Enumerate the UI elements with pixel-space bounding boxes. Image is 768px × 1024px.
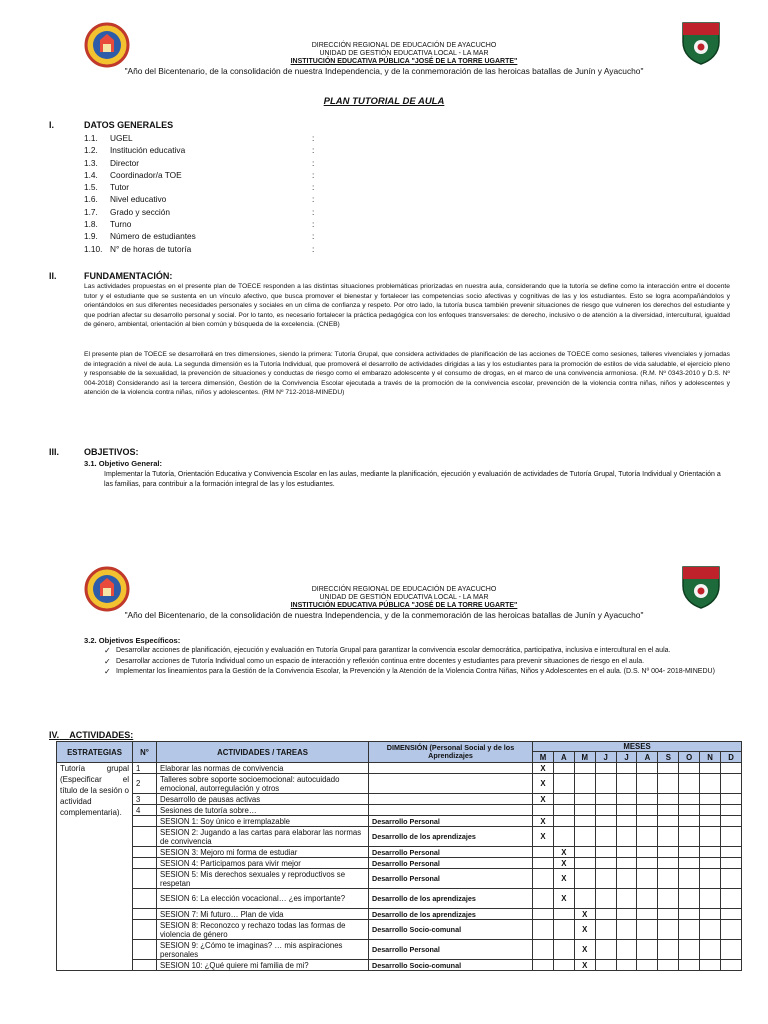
month-cell [533, 940, 554, 960]
month-cell [700, 827, 721, 847]
month-cell [637, 920, 658, 940]
month-cell [616, 827, 637, 847]
month-mark: X [553, 869, 574, 889]
month-mark: X [574, 940, 595, 960]
month-cell [721, 774, 742, 794]
datos-item-number: 1.10. [84, 243, 103, 254]
datos-item-colon: : [312, 157, 315, 168]
datos-item-number: 1.7. [84, 206, 98, 217]
fundamentacion-paragraph-1: Las actividades propuestas en el presente plan de TOECE responden a las distintas situaciones problemáticas priorizadas en nuestra aula, considerando que la tutoría se define como la interacción entre el docente tutor y el estudiante que se sustenta en un vínculo afectivo, que busca promover el bienestar y fortalecer las competencias socio afectivas y cognitivas de las y los estudiantes. Esto se logra acompañándolos y orientándolos en sus diferentes necesidades personales y sociales en un clima de confianza y respeto. Por otro lado, la tutoría busca también prevenir situaciones de riesgo que vulneren los derechos del estudiante y que podrían afectar su desarrollo personal y social. Por lo tanto, es necesario fortalecer la práctica pedagógica con los enfoques transversales: de derecho, inclusivo o de atención a la diversidad, intercultural, igualdad de género, ambiental, orientación al bien común y búsqueda de la excelencia. (CNEB) [84, 283, 730, 328]
month-header: J [616, 752, 637, 763]
table-row [57, 805, 742, 816]
month-cell [658, 816, 679, 827]
month-cell [553, 960, 574, 971]
objetivo-especifico-text: Desarrollar acciones de planificación, ejecución y evaluación en Tutoría Grupal para garantizar la convivencia escolar democrática, participativa, inclusiva e intercultural en el aula. [116, 647, 671, 654]
objetivos-especificos-title: 3.2. Objetivos Específicos: [84, 636, 181, 645]
month-cell [637, 858, 658, 869]
month-cell [679, 889, 700, 909]
actividad-cell: SESION 2: Jugando a las cartas para elaborar las normas de convivencia [157, 827, 369, 847]
datos-item-colon: : [312, 182, 315, 193]
month-cell [700, 889, 721, 909]
month-cell [616, 816, 637, 827]
month-cell [574, 763, 595, 774]
month-mark: X [533, 763, 554, 774]
actividad-cell: Elaborar las normas de convivencia [157, 763, 369, 774]
month-cell [533, 960, 554, 971]
objetivo-general-text: Implementar la Tutoría, Orientación Educativa y Convivencia Escolar en las aulas, mediante la planificación, ejecución y evaluación de actividades de Tutoría Grupal, Tutoría Individual y Orientación a las familias, para contribuir a la formación integral de las y los estudiantes. [104, 471, 721, 488]
datos-item-number: 1.5. [84, 182, 98, 193]
month-header: M [574, 752, 595, 763]
month-cell [595, 909, 616, 920]
month-cell [574, 858, 595, 869]
month-header: N [700, 752, 721, 763]
table-row [57, 940, 742, 960]
dimension-cell [369, 794, 533, 805]
datos-item [84, 230, 344, 242]
month-cell [700, 847, 721, 858]
month-cell [533, 805, 554, 816]
actividad-cell: SESION 6: La elección vocacional… ¿es importante? [157, 889, 369, 909]
month-cell [553, 909, 574, 920]
month-cell [658, 869, 679, 889]
month-cell [533, 909, 554, 920]
datos-item [84, 193, 344, 205]
table-row [57, 827, 742, 847]
datos-item-number: 1.4. [84, 169, 98, 180]
month-cell [637, 816, 658, 827]
month-cell [721, 940, 742, 960]
month-cell [637, 794, 658, 805]
row-number [133, 889, 157, 909]
datos-item [84, 144, 344, 156]
month-header: J [595, 752, 616, 763]
month-cell [637, 827, 658, 847]
datos-item [84, 157, 344, 169]
month-cell [553, 827, 574, 847]
month-mark: X [553, 847, 574, 858]
header-meses: MESES [533, 742, 742, 752]
actividad-cell: Desarrollo de pausas activas [157, 794, 369, 805]
month-cell [700, 794, 721, 805]
plan-title: PLAN TUTORIAL DE AULA [323, 96, 445, 107]
objetivo-especifico-item [104, 646, 728, 656]
objetivo-especifico-item [104, 657, 728, 667]
month-cell [595, 816, 616, 827]
month-cell [679, 794, 700, 805]
month-cell [679, 920, 700, 940]
month-cell [616, 763, 637, 774]
row-number [133, 827, 157, 847]
datos-generales-list [84, 132, 344, 255]
header-motto: "Año del Bicentenario, de la consolidación de nuestra Independencia, y de la conmemoración de las heroicas batallas de Junín y Ayacucho" [124, 66, 644, 76]
header-line-direccion: DIRECCIÓN REGIONAL DE EDUCACIÓN DE AYACUCHO [311, 42, 497, 49]
section-3-number: III. [49, 447, 60, 457]
datos-item-label: Grado y sección [110, 206, 170, 217]
month-cell [721, 960, 742, 971]
datos-item-colon: : [312, 219, 315, 230]
header-institution: INSTITUCIÓN EDUCATIVA PÚBLICA "JOSÉ DE LA TORRE UGARTE" [290, 602, 518, 609]
month-cell [721, 869, 742, 889]
datos-item [84, 169, 344, 181]
header-line-ugel: UNIDAD DE GESTIÓN EDUCATIVA LOCAL - LA MAR [319, 50, 489, 57]
actividad-cell: Sesiones de tutoría sobre… [157, 805, 369, 816]
month-cell [616, 858, 637, 869]
month-cell [700, 940, 721, 960]
actividad-cell: SESION 5: Mis derechos sexuales y reproductivos se respetan [157, 869, 369, 889]
month-cell [700, 805, 721, 816]
section-1-title: DATOS GENERALES [84, 120, 174, 130]
month-cell [574, 774, 595, 794]
month-cell [658, 940, 679, 960]
row-number: 4 [133, 805, 157, 816]
month-cell [533, 869, 554, 889]
month-cell [533, 889, 554, 909]
month-cell [679, 847, 700, 858]
dimension-cell: Desarrollo Personal [369, 816, 533, 827]
page-header [0, 16, 768, 86]
datos-item-label: Institución educativa [110, 145, 186, 156]
table-row [57, 847, 742, 858]
datos-item-label: Tutor [110, 182, 130, 193]
month-cell [595, 889, 616, 909]
month-cell [533, 858, 554, 869]
month-cell [679, 805, 700, 816]
datos-item-colon: : [312, 194, 315, 205]
month-mark: X [533, 827, 554, 847]
month-cell [616, 909, 637, 920]
estrategia-cell: Tutoría grupal (Especificar el título de la sesión o actividad complementaria). [57, 763, 133, 971]
month-cell [533, 847, 554, 858]
month-cell [574, 827, 595, 847]
month-cell [595, 920, 616, 940]
dimension-cell: Desarrollo de los aprendizajes [369, 909, 533, 920]
table-row [57, 960, 742, 971]
month-cell [637, 847, 658, 858]
month-cell [700, 869, 721, 889]
row-number: 3 [133, 794, 157, 805]
month-cell [616, 869, 637, 889]
dimension-cell [369, 805, 533, 816]
month-cell [700, 909, 721, 920]
month-cell [616, 920, 637, 940]
month-header: O [679, 752, 700, 763]
datos-item-number: 1.8. [84, 219, 98, 230]
datos-item-colon: : [312, 133, 315, 143]
month-cell [679, 774, 700, 794]
check-icon: ✓ [104, 656, 111, 666]
actividad-cell: SESION 7: Mi futuro… Plan de vida [157, 909, 369, 920]
objetivo-especifico-item [104, 667, 728, 677]
dimension-cell: Desarrollo Socio-comunal [369, 920, 533, 940]
row-number: 2 [133, 774, 157, 794]
month-mark: X [574, 909, 595, 920]
month-cell [721, 805, 742, 816]
datos-item-label: Nivel educativo [110, 194, 167, 205]
month-mark: X [533, 816, 554, 827]
objetivo-general-title: 3.1. Objetivo General: [84, 459, 163, 468]
month-header: D [721, 752, 742, 763]
section-1-number: I. [49, 120, 55, 130]
month-cell [679, 869, 700, 889]
month-cell [700, 960, 721, 971]
month-cell [595, 960, 616, 971]
month-cell [721, 816, 742, 827]
datos-item-number: 1.9. [84, 231, 98, 242]
table-row [57, 909, 742, 920]
month-cell [616, 774, 637, 794]
datos-item [84, 181, 344, 193]
month-mark: X [574, 960, 595, 971]
section-3-title: OBJETIVOS: [84, 447, 139, 457]
month-cell [700, 763, 721, 774]
datos-item-label: N° de horas de tutoría [110, 243, 192, 254]
header-motto: "Año del Bicentenario, de la consolidación de nuestra Independencia, y de la conmemoración de las heroicas batallas de Junín y Ayacucho" [124, 610, 644, 620]
month-cell [553, 763, 574, 774]
table-row [57, 774, 742, 794]
row-number [133, 869, 157, 889]
month-cell [574, 847, 595, 858]
month-header: A [553, 752, 574, 763]
datos-item-number: 1.2. [84, 145, 98, 156]
actividad-cell: SESION 1: Soy único e irremplazable [157, 816, 369, 827]
month-cell [553, 940, 574, 960]
month-cell [553, 805, 574, 816]
month-cell [616, 889, 637, 909]
datos-item-label: Coordinador/a TOE [110, 169, 182, 180]
header-num: N° [133, 742, 157, 763]
month-cell [721, 889, 742, 909]
month-cell [637, 774, 658, 794]
month-cell [595, 794, 616, 805]
month-cell [721, 763, 742, 774]
datos-item-label: Turno [110, 219, 132, 230]
month-cell [658, 805, 679, 816]
month-cell [658, 889, 679, 909]
row-number [133, 920, 157, 940]
datos-item-colon: : [312, 206, 315, 217]
month-cell [574, 869, 595, 889]
section-4-label: ACTIVIDADES: [69, 730, 134, 740]
month-cell [574, 889, 595, 909]
month-cell [679, 763, 700, 774]
section-2-title: FUNDAMENTACIÓN: [84, 271, 173, 281]
month-cell [721, 920, 742, 940]
month-cell [637, 889, 658, 909]
header-line-direccion: DIRECCIÓN REGIONAL DE EDUCACIÓN DE AYACUCHO [311, 586, 497, 593]
dimension-cell [369, 774, 533, 794]
section-2-number: II. [49, 271, 57, 281]
header-institution: INSTITUCIÓN EDUCATIVA PÚBLICA "JOSÉ DE LA TORRE UGARTE" [290, 58, 518, 65]
month-cell [721, 794, 742, 805]
month-cell [679, 960, 700, 971]
row-number [133, 816, 157, 827]
table-row [57, 889, 742, 909]
month-cell [595, 940, 616, 960]
month-mark: X [533, 794, 554, 805]
dimension-cell: Desarrollo Socio-comunal [369, 960, 533, 971]
actividad-cell: SESION 3: Mejoro mi forma de estudiar [157, 847, 369, 858]
month-cell [595, 827, 616, 847]
month-cell [637, 960, 658, 971]
datos-item-label: Número de estudiantes [110, 231, 196, 242]
actividad-cell: Talleres sobre soporte socioemocional: autocuidado emocional, autorregulación y otros [157, 774, 369, 794]
month-cell [553, 774, 574, 794]
month-cell [595, 763, 616, 774]
dimension-cell: Desarrollo de los aprendizajes [369, 827, 533, 847]
datos-item [84, 218, 344, 230]
actividad-cell: SESION 8: Reconozco y rechazo todas las formas de violencia de género [157, 920, 369, 940]
datos-item-number: 1.1. [84, 133, 98, 143]
dimension-cell: Desarrollo de los aprendizajes [369, 889, 533, 909]
actividades-table [56, 741, 742, 971]
datos-item-label: UGEL [110, 133, 133, 143]
month-cell [700, 816, 721, 827]
month-cell [595, 774, 616, 794]
month-cell [658, 909, 679, 920]
month-cell [658, 763, 679, 774]
page-header-2 [0, 560, 768, 630]
check-icon: ✓ [104, 646, 111, 655]
datos-item-colon: : [312, 145, 315, 156]
objetivos-especificos-list [104, 646, 728, 678]
section-4-title [49, 730, 133, 740]
month-cell [574, 816, 595, 827]
month-mark: X [553, 889, 574, 909]
month-header: M [533, 752, 554, 763]
header-line-ugel: UNIDAD DE GESTIÓN EDUCATIVA LOCAL - LA MAR [319, 594, 489, 601]
datos-item-colon: : [312, 231, 315, 242]
month-cell [679, 827, 700, 847]
month-header: A [637, 752, 658, 763]
table-row [57, 858, 742, 869]
table-row [57, 869, 742, 889]
month-cell [616, 794, 637, 805]
datos-item-label: Director [110, 157, 140, 168]
datos-item [84, 206, 344, 218]
month-cell [595, 805, 616, 816]
row-number [133, 847, 157, 858]
month-cell [658, 847, 679, 858]
dimension-cell: Desarrollo Personal [369, 847, 533, 858]
month-cell [553, 920, 574, 940]
month-cell [658, 858, 679, 869]
month-cell [637, 805, 658, 816]
month-cell [679, 858, 700, 869]
month-cell [595, 869, 616, 889]
row-number [133, 940, 157, 960]
header-actividades: ACTIVIDADES / TAREAS [157, 742, 369, 763]
month-cell [574, 805, 595, 816]
datos-item-number: 1.6. [84, 194, 98, 205]
table-row [57, 763, 742, 774]
month-cell [574, 794, 595, 805]
dimension-cell: Desarrollo Personal [369, 869, 533, 889]
month-mark: X [574, 920, 595, 940]
row-number [133, 858, 157, 869]
actividad-cell: SESION 10: ¿Qué quiere mi familia de mi? [157, 960, 369, 971]
month-cell [721, 847, 742, 858]
month-cell [700, 920, 721, 940]
month-cell [553, 816, 574, 827]
datos-item-colon: : [312, 169, 315, 180]
month-cell [679, 816, 700, 827]
month-cell [616, 960, 637, 971]
dimension-cell: Desarrollo Personal [369, 858, 533, 869]
month-cell [637, 909, 658, 920]
datos-item [84, 243, 344, 255]
actividad-cell: SESION 4: Participamos para vivir mejor [157, 858, 369, 869]
month-cell [553, 794, 574, 805]
header-estrategias: ESTRATEGIAS [57, 742, 133, 763]
month-cell [637, 763, 658, 774]
month-mark: X [553, 858, 574, 869]
row-number [133, 960, 157, 971]
month-cell [721, 909, 742, 920]
month-cell [658, 827, 679, 847]
month-cell [700, 774, 721, 794]
header-dimension: DIMENSIÓN (Personal Social y de los Aprendizajes [369, 742, 533, 763]
month-cell [637, 869, 658, 889]
month-cell [616, 940, 637, 960]
month-cell [658, 794, 679, 805]
objetivo-especifico-text: Implementar los lineamientos para la Gestión de la Convivencia Escolar, la Prevención y la Atención de la Violencia Contra Niñas, Niños y Adolescentes en el aula. (D.S. Nº 004- 2018-MINEDU) [116, 668, 715, 676]
actividad-cell: SESION 9: ¿Cómo te imaginas? … mis aspiraciones personales [157, 940, 369, 960]
month-cell [616, 805, 637, 816]
month-cell [533, 920, 554, 940]
table-row [57, 920, 742, 940]
check-icon: ✓ [104, 667, 111, 677]
month-cell [721, 827, 742, 847]
objetivo-especifico-text: Desarrollar acciones de Tutoría Individual como un espacio de interacción y reflexión continua entre docentes y estudiantes para prevenir situaciones de riesgo en el aula. [116, 657, 645, 665]
month-cell [721, 858, 742, 869]
dimension-cell [369, 763, 533, 774]
month-cell [679, 940, 700, 960]
month-header: S [658, 752, 679, 763]
month-cell [658, 960, 679, 971]
month-cell [700, 858, 721, 869]
month-cell [595, 847, 616, 858]
month-cell [595, 858, 616, 869]
month-cell [679, 909, 700, 920]
dimension-cell: Desarrollo Personal [369, 940, 533, 960]
row-number: 1 [133, 763, 157, 774]
month-cell [637, 940, 658, 960]
table-row [57, 816, 742, 827]
datos-item-number: 1.3. [84, 157, 98, 168]
month-cell [616, 847, 637, 858]
month-cell [658, 920, 679, 940]
fundamentacion-paragraph-2: El presente plan de TOECE se desarrollará en tres dimensiones, siendo la primera: Tutoría Grupal, que considera actividades de planificación de las acciones de TOECE como sesiones, talleres vivenciales y jornadas de integración a nivel de aula. La segunda dimensión es la Tutoría Individual, que promoverá el desarrollo de actividades dirigidas a las y los estudiantes para la promoción de estilos de vida saludable, el ejercicio pleno y responsable de la sexualidad, la prevención de situaciones y conductas de riesgo como el embarazo adolescente y el consumo de drogas, en el marco de una convivencia armoniosa. (R.M. Nº 0343-2010 y D.S. Nº 004-2018) Considerando así la tercera dimensión, Gestión de la Convivencia Escolar ejecutada a través de la promoción de la convivencia escolar, prevención de la violencia contra niñas, niños y adolescentes y atención de la violencia contra niñas, niños y adolescentes. (RM Nº 712-2018-MINEDU) [84, 351, 730, 396]
row-number [133, 909, 157, 920]
month-cell [658, 774, 679, 794]
section-4-number: IV. [49, 730, 60, 740]
table-row [57, 794, 742, 805]
datos-item [84, 132, 344, 144]
month-mark: X [533, 774, 554, 794]
datos-item-colon: : [312, 243, 315, 254]
